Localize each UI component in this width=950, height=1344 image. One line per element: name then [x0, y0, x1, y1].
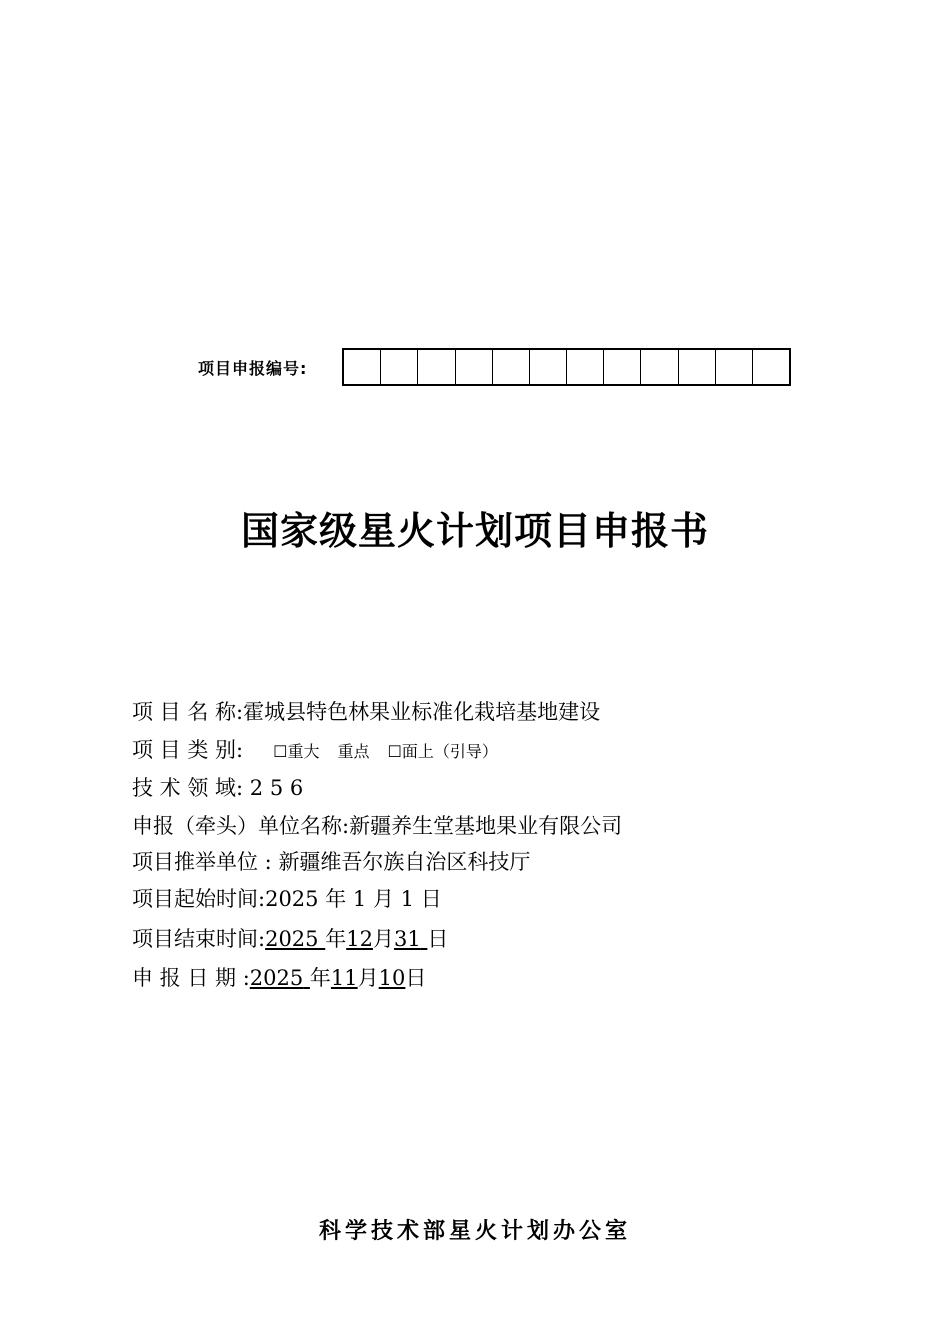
- end-day: 31: [393, 927, 421, 951]
- unit-year: 年: [309, 966, 331, 990]
- project-code-cell: [492, 350, 529, 384]
- project-code-cell: [380, 350, 417, 384]
- end-year: 2025: [265, 927, 319, 951]
- field-start-date: [132, 884, 442, 914]
- end-month: 12: [346, 927, 373, 951]
- unit-month: 月: [357, 966, 379, 990]
- project-name-label: 项 目 名 称:: [132, 700, 244, 724]
- application-month: 11: [330, 966, 358, 990]
- project-code-cell: [455, 350, 492, 384]
- field-tech-domain: [132, 773, 303, 803]
- project-code-cell: [344, 350, 380, 384]
- tech-domain-value: 2 5 6: [249, 776, 304, 800]
- unit-day: 日: [405, 966, 427, 990]
- project-code-boxes: [342, 348, 791, 386]
- project-code-cell: [640, 350, 677, 384]
- project-code-cell: [715, 350, 752, 384]
- document-title: 国家级星火计划项目申报书: [240, 509, 709, 553]
- unit-month: 月: [372, 927, 394, 951]
- issuing-office: 科学技术部星火计划办公室: [318, 1219, 631, 1244]
- project-code-cell: [678, 350, 715, 384]
- start-date-label: 项目起始时间:: [132, 887, 266, 911]
- unit-day: 日: [427, 927, 449, 951]
- project-code-label: 项目申报编号:: [198, 359, 308, 378]
- application-date-label: 申 报 日 期 :: [132, 966, 250, 990]
- project-code-cell: [417, 350, 454, 384]
- type-option-general: ☐面上（引导）: [387, 742, 498, 761]
- application-year: 2025: [249, 966, 304, 990]
- field-project-type: [132, 735, 516, 767]
- project-code-cell: [603, 350, 640, 384]
- unit-year: 年: [325, 887, 347, 911]
- type-option-major: ☐重大: [273, 742, 320, 761]
- project-name-value: 霍城县特色林果业标准化栽培基地建设: [243, 700, 601, 724]
- type-option-key: 重点: [337, 742, 370, 761]
- field-application-date: [132, 963, 426, 993]
- applicant-value: 新疆养生堂基地果业有限公司: [349, 814, 623, 838]
- recommender-label: 项目推举单位 :: [132, 850, 272, 874]
- field-recommender: [132, 847, 530, 877]
- project-type-label: 项 目 类 别:: [132, 738, 244, 762]
- start-month: 1: [352, 887, 367, 911]
- unit-day: 日: [420, 887, 442, 911]
- field-project-name: [132, 697, 600, 727]
- field-end-date: [132, 924, 448, 954]
- project-code-cell: [752, 350, 789, 384]
- unit-month: 月: [372, 887, 394, 911]
- unit-year: 年: [325, 927, 347, 951]
- field-applicant: [132, 811, 622, 841]
- end-date-label: 项目结束时间:: [132, 927, 266, 951]
- start-day: 1: [400, 887, 415, 911]
- tech-domain-label: 技 术 领 域:: [132, 776, 244, 800]
- project-type-options: [273, 742, 516, 761]
- recommender-value: 新疆维吾尔族自治区科技厅: [278, 850, 531, 874]
- project-code-cell: [566, 350, 603, 384]
- applicant-label: 申报（牵头）单位名称:: [132, 814, 350, 838]
- application-day: 10: [378, 966, 406, 990]
- start-year: 2025: [265, 887, 319, 911]
- project-code-cell: [529, 350, 566, 384]
